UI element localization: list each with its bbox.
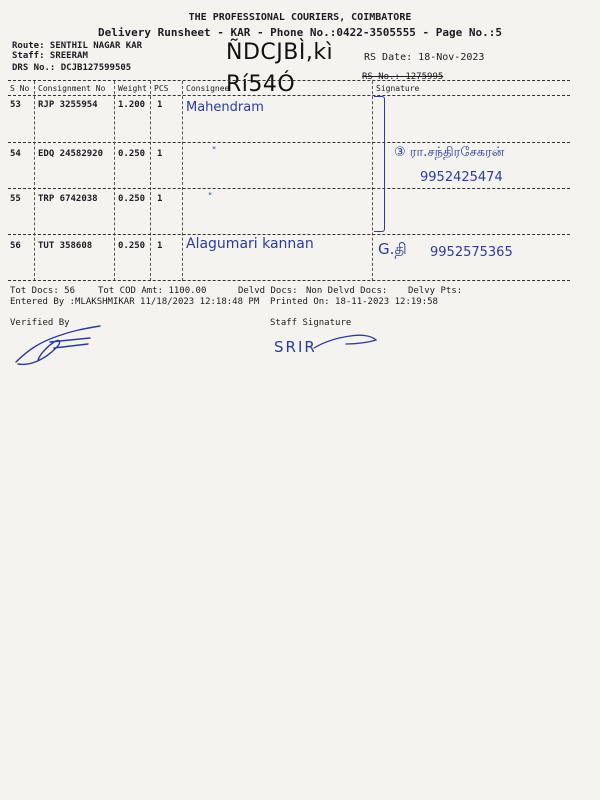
barcode-text-line1: ÑDCJBÌ,kì <box>226 40 334 65</box>
row-pcs: 1 <box>157 241 163 251</box>
row-sno: 53 <box>10 100 21 110</box>
row-weight: 0.250 <box>118 149 146 159</box>
entered-by: Entered By :MLAKSHMIKAR 11/18/2023 12:18:48 PM <box>10 297 260 307</box>
row-separator <box>8 234 570 235</box>
staff-signature-label: Staff Signature <box>270 318 352 328</box>
col-header-consignment: Consignment No <box>38 84 106 93</box>
row-consignment: TUT 358608 <box>38 241 93 251</box>
row-weight: 1.200 <box>118 100 146 110</box>
staff-signature-flourish <box>310 326 380 356</box>
col-sep <box>114 81 115 281</box>
non-delivered-docs: Non Delvd Docs: <box>306 286 388 296</box>
row-separator <box>8 142 570 143</box>
row-consignee-ditto-mark: " <box>212 146 217 156</box>
row-sno: 56 <box>10 241 21 251</box>
row-signature-phone: 9952425474 <box>420 170 503 185</box>
row-separator <box>8 188 570 189</box>
table-top-rule <box>8 80 570 81</box>
row-pcs: 1 <box>157 194 163 204</box>
col-header-sno: S No <box>10 84 30 93</box>
col-header-pcs: PCS <box>154 84 169 93</box>
signature-bracket <box>374 96 385 232</box>
table-bottom-rule <box>8 280 570 281</box>
total-docs: Tot Docs: 56 <box>10 286 76 296</box>
route-label: Route: SENTHIL NAGAR KAR <box>12 41 143 51</box>
row-signature-handwritten: G.தி <box>378 240 407 258</box>
delivery-points: Delvy Pts: <box>408 286 463 296</box>
row-consignee-handwritten: Alagumari kannan <box>186 236 314 252</box>
row-pcs: 1 <box>157 100 163 110</box>
col-header-consignee: Consignee <box>186 84 230 93</box>
rs-number: RS No.: 1275995 <box>362 72 444 82</box>
col-sep <box>150 81 151 281</box>
row-pcs: 1 <box>157 149 163 159</box>
drs-number: DRS No.: DCJB127599505 <box>12 63 132 73</box>
row-consignee-handwritten: Mahendram <box>186 100 264 115</box>
staff-signature-handwritten: SRIR <box>274 338 317 356</box>
delivered-docs: Delvd Docs: <box>238 286 298 296</box>
row-consignment: EDQ 24582920 <box>38 149 104 159</box>
row-sno: 55 <box>10 194 21 204</box>
row-consignment: RJP 3255954 <box>38 100 98 110</box>
table-header-rule <box>8 95 570 96</box>
barcode-text-line2: Rí54Ó <box>226 72 296 97</box>
verified-by-label: Verified By <box>10 318 70 328</box>
col-sep <box>182 81 183 281</box>
row-signature-phone: 9952575365 <box>430 245 513 260</box>
row-weight: 0.250 <box>118 241 146 251</box>
row-signature-handwritten: ③ ரா.சந்திரசேகரன் <box>394 145 505 160</box>
staff-label: Staff: SREERAM <box>12 51 88 61</box>
total-cod-amount: Tot COD Amt: 1100.00 <box>98 286 207 296</box>
row-consignment: TRP 6742038 <box>38 194 98 204</box>
col-sep <box>34 81 35 281</box>
row-consignee-ditto-mark: " <box>208 192 213 202</box>
col-header-signature: Signature <box>376 84 420 93</box>
col-header-weight: Weight <box>118 84 147 93</box>
verified-by-signature <box>10 320 110 370</box>
row-weight: 0.250 <box>118 194 146 204</box>
company-title: THE PROFESSIONAL COURIERS, COIMBATORE <box>188 12 412 23</box>
col-sep <box>372 81 373 281</box>
row-sno: 54 <box>10 149 21 159</box>
printed-on: Printed On: 18-11-2023 12:19:58 <box>270 297 438 307</box>
rs-date: RS Date: 18-Nov-2023 <box>364 52 485 63</box>
runsheet-subtitle: Delivery Runsheet - KAR - Phone No.:0422-3505555 - Page No.:5 <box>98 26 502 39</box>
